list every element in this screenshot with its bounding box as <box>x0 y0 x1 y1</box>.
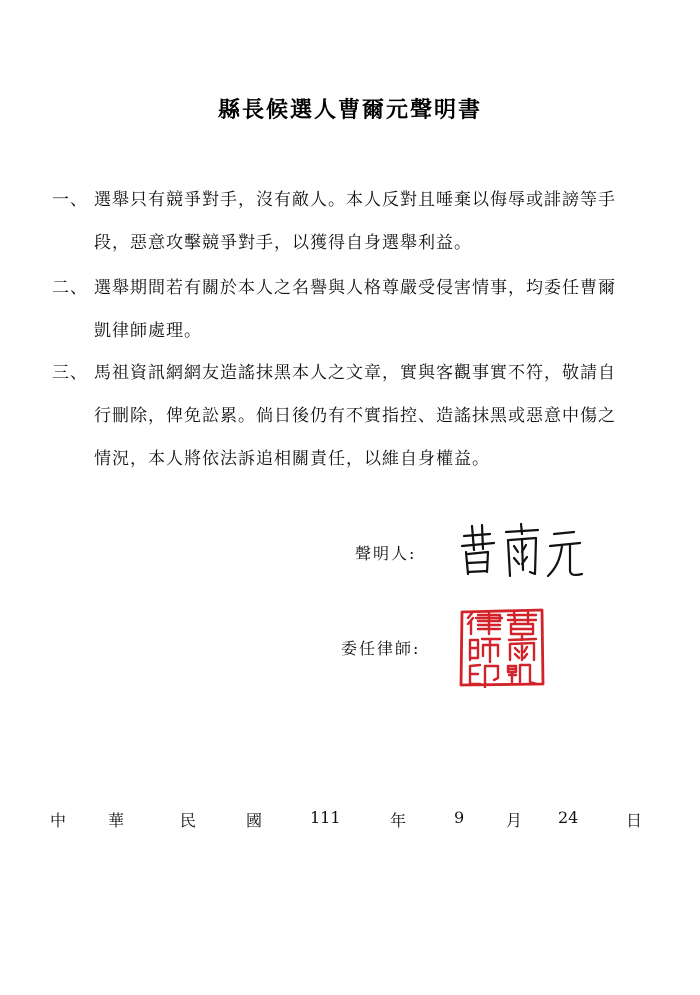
date-day-unit: 日 <box>626 811 643 830</box>
date-year: 111 <box>310 808 341 827</box>
date-line <box>50 808 646 828</box>
lawyer-label: 委任律師: <box>341 639 421 658</box>
item-number: 二、 <box>52 278 88 298</box>
handwritten-signature <box>456 522 586 582</box>
date-month: 9 <box>454 808 465 827</box>
date-year-unit: 年 <box>390 811 407 830</box>
item-line: 馬祖資訊網網友造謠抹黑本人之文章，實與客觀事實不符，敬請自 <box>94 363 616 383</box>
date-char: 華 <box>108 811 125 830</box>
date-char: 中 <box>50 811 67 830</box>
item-line: 行刪除，俾免訟累。倘日後仍有不實指控、造謠抹黑或惡意中傷之 <box>94 406 616 426</box>
date-month-unit: 月 <box>506 811 523 830</box>
item-line: 段，惡意攻擊競爭對手，以獲得自身選舉利益。 <box>94 233 472 253</box>
date-char: 民 <box>180 811 197 830</box>
seal-stamp-icon <box>458 606 546 688</box>
item-line: 選舉只有競爭對手，沒有敵人。本人反對且唾棄以侮辱或誹謗等手 <box>94 190 616 210</box>
document-title: 縣長候選人曹爾元聲明書 <box>217 97 482 123</box>
item-number: 一、 <box>52 190 88 210</box>
date-day: 24 <box>558 808 579 827</box>
declarant-label: 聲明人: <box>355 544 417 563</box>
date-char: 國 <box>246 811 263 830</box>
item-line: 凱律師處理。 <box>94 321 202 341</box>
item-line: 情況，本人將依法訴追相關責任，以維自身權益。 <box>94 449 490 469</box>
item-line: 選舉期間若有關於本人之名譽與人格尊嚴受侵害情事，均委任曹爾 <box>94 278 616 298</box>
lawyer-seal <box>458 606 546 688</box>
item-number: 三、 <box>52 363 88 383</box>
